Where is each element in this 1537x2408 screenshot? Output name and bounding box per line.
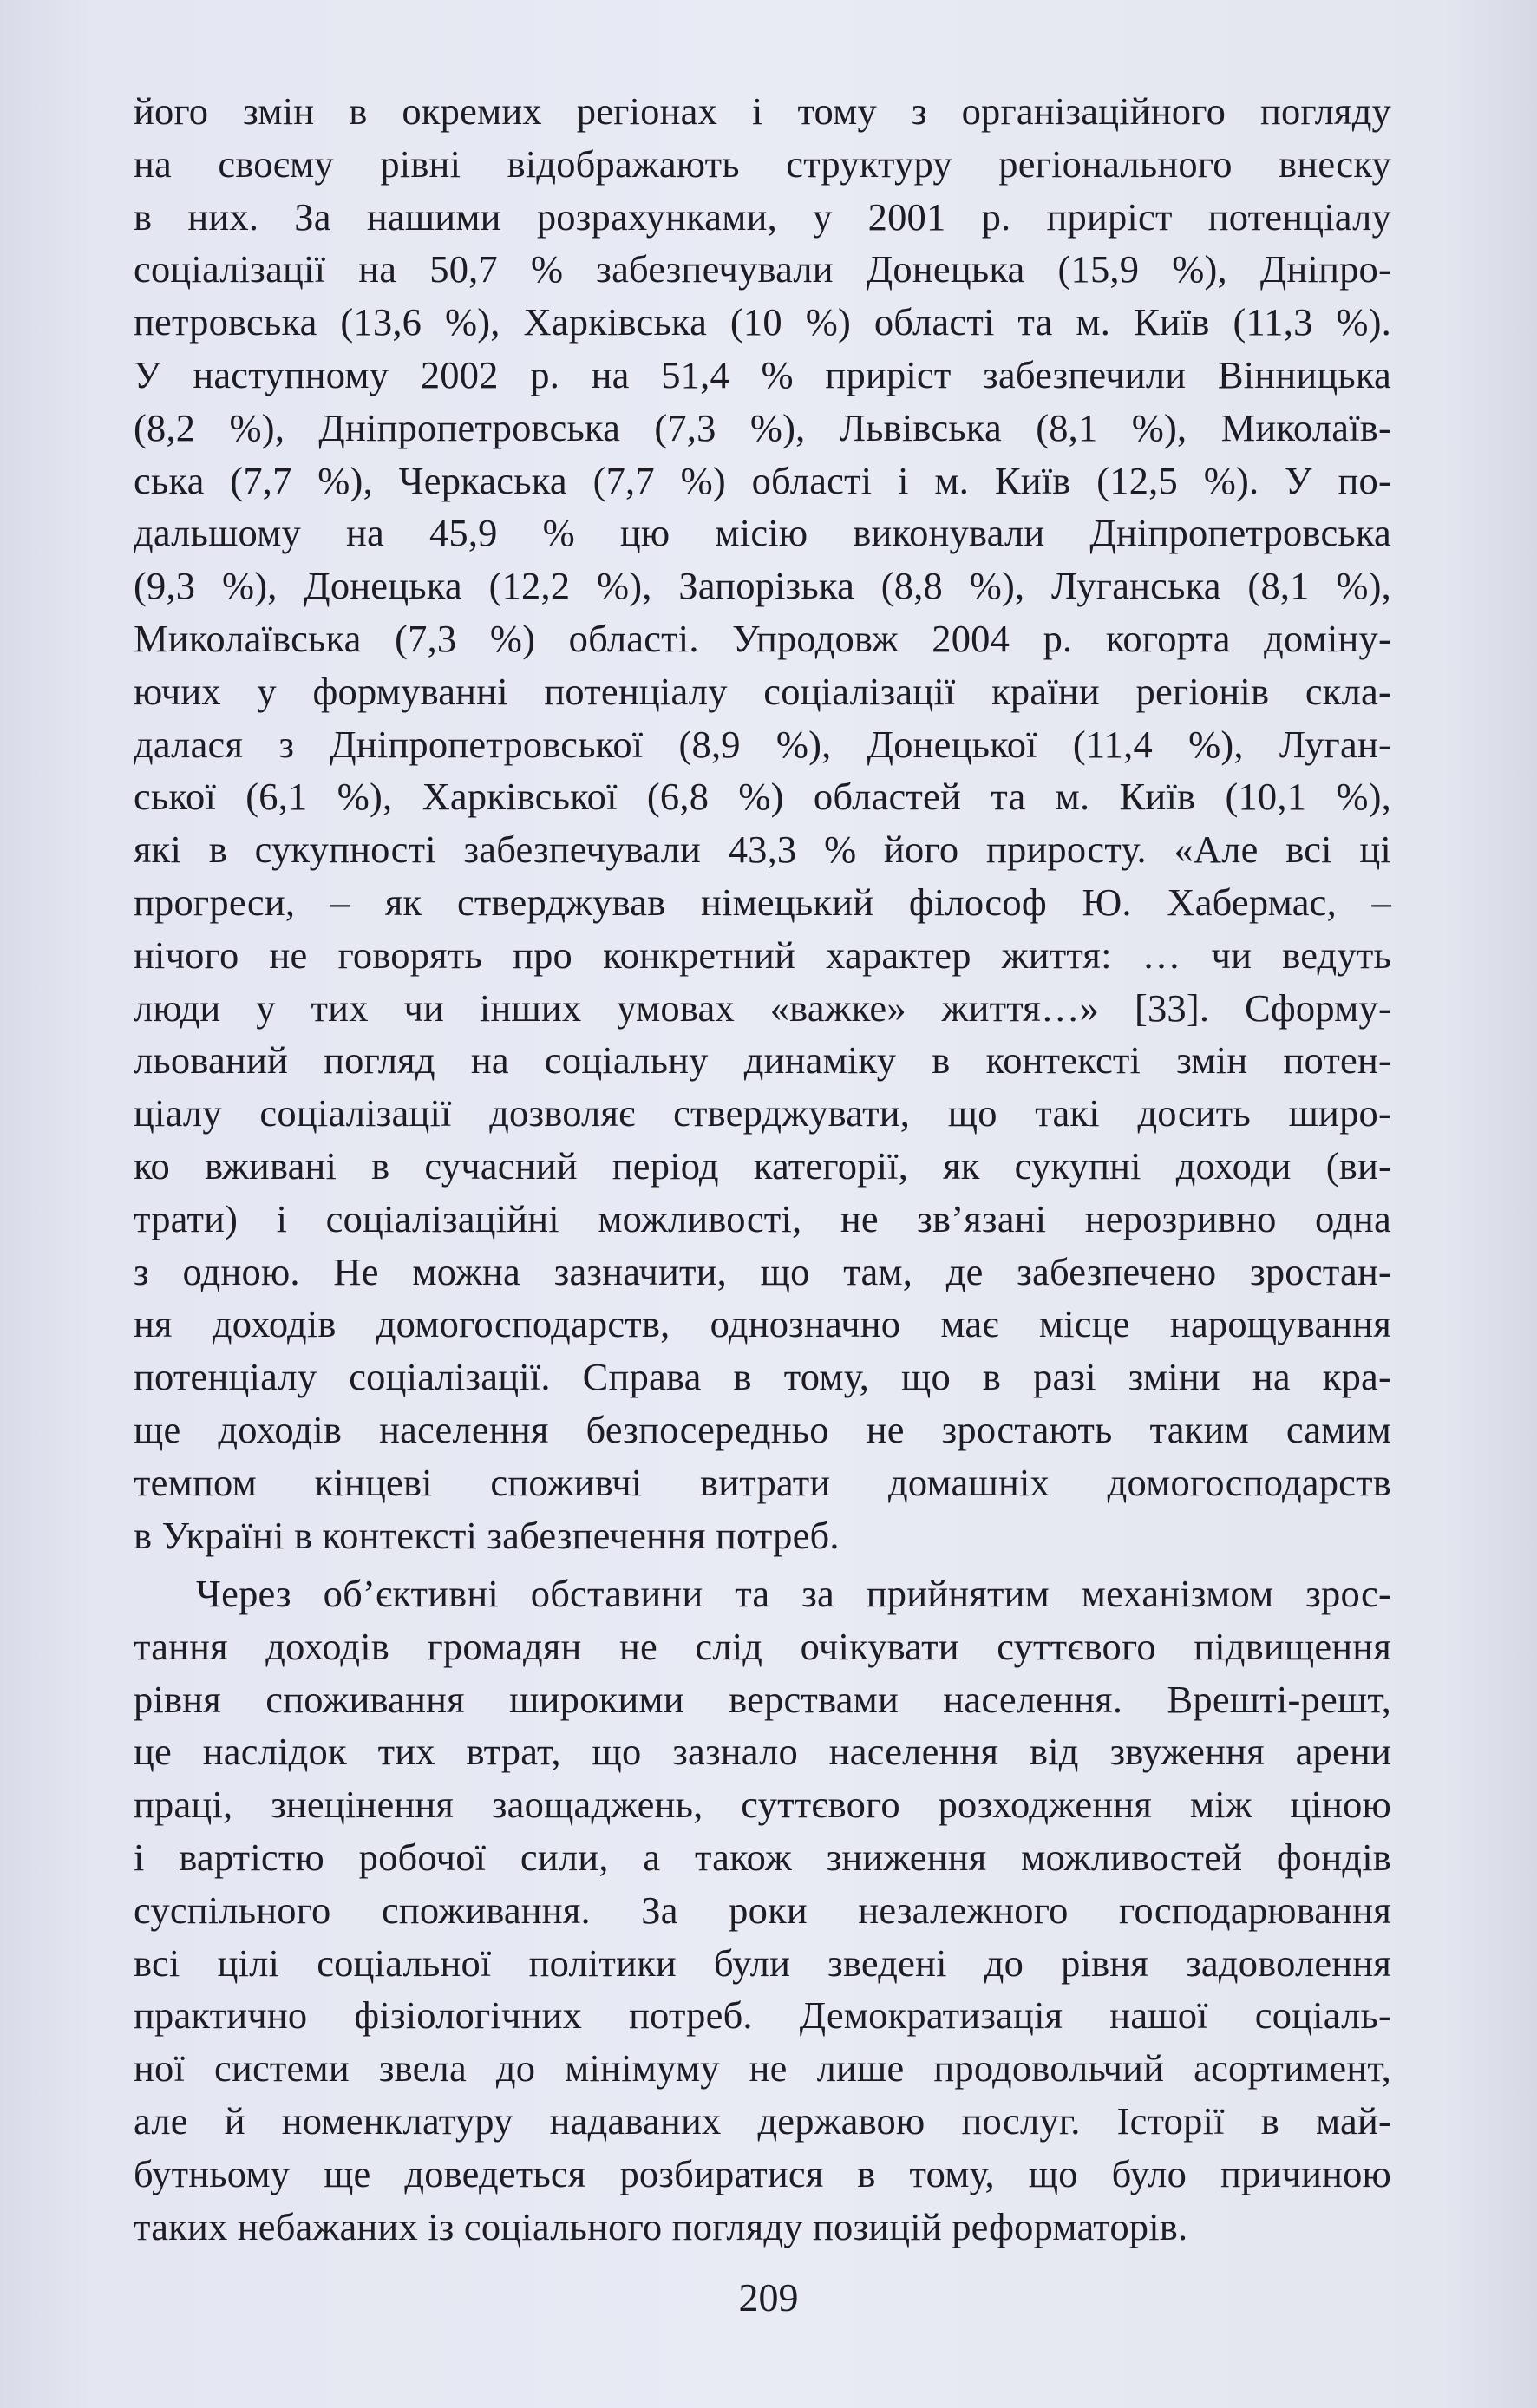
paragraph-2 <box>134 1567 1391 2253</box>
text-line: ня доходів домогосподарств, однозначно має місце нарощування <box>134 1302 1391 1346</box>
text-line: ціалу соціалізації дозволяє стверджувати, що такі досить широ- <box>134 1091 1391 1135</box>
text-line: ючих у формуванні потенціалу соціалізації країни регіонів скла- <box>134 669 1391 713</box>
text-line: дальшому на 45,9 % цю місію виконували Дніпропетровська <box>134 511 1391 555</box>
text-line: нічого не говорять про конкретний характер життя: … чи ведуть <box>134 932 1391 977</box>
text-line: рівня споживання широкими верствами населення. Врешті-решт, <box>134 1677 1391 1721</box>
text-line: на своєму рівні відображають структуру регіонального внеску <box>134 141 1391 186</box>
text-line: далася з Дніпропетровської (8,9 %), Донецької (11,4 %), Луган- <box>134 722 1391 766</box>
text-line: суспільного споживання. За роки незалежного господарювання <box>134 1888 1391 1932</box>
text-line: льований погляд на соціальну динаміку в контексті змін потен- <box>134 1038 1391 1083</box>
text-line: з одною. Не можна зазначити, що там, де забезпечено зростан- <box>134 1249 1391 1293</box>
text-line: його змін в окремих регіонах і тому з організаційного погляду <box>134 89 1391 133</box>
paragraph-1 <box>134 85 1391 1561</box>
text-line: трати) і соціалізаційні можливості, не зв’язані нерозривно одна <box>134 1196 1391 1240</box>
page-number: 209 <box>738 2275 799 2320</box>
text-line: ще доходів населення безпосередньо не зростають таким самим <box>134 1407 1391 1451</box>
text-line: (9,3 %), Донецька (12,2 %), Запорізька (8,8 %), Луганська (8,1 %), <box>134 564 1391 608</box>
text-line: ська (7,7 %), Черкаська (7,7 %) області і м. Київ (12,5 %). У по- <box>134 458 1391 502</box>
text-line: практично фізіологічних потреб. Демократизація нашої соціаль- <box>134 1993 1391 2038</box>
text-line: таких небажаних із соціального погляду позицій реформаторів. <box>134 2204 1188 2248</box>
text-line: прогреси, – як стверджував німецький філософ Ю. Хабермас, – <box>134 880 1391 924</box>
text-line: бутньому ще доведеться розбиратися в тому, що було причиною <box>134 2151 1391 2195</box>
text-line: У наступному 2002 р. на 51,4 % приріст забезпечили Вінницька <box>134 352 1391 396</box>
text-line: темпом кінцеві споживчі витрати домашніх домогосподарств <box>134 1460 1391 1504</box>
text-line: тання доходів громадян не слід очікувати суттєвого підвищення <box>134 1624 1391 1668</box>
text-line: ко вживані в сучасний період категорії, як сукупні доходи (ви- <box>134 1143 1391 1188</box>
text-line: люди у тих чи інших умовах «важке» життя…» [33]. Сформу- <box>134 985 1391 1030</box>
text-line: соціалізації на 50,7 % забезпечували Донецька (15,9 %), Дніпро- <box>134 247 1391 291</box>
text-line: (8,2 %), Дніпропетровська (7,3 %), Львівська (8,1 %), Миколаїв- <box>134 405 1391 449</box>
text-line: в них. За нашими розрахунками, у 2001 р. приріст потенціалу <box>134 194 1391 239</box>
text-line: які в сукупності забезпечували 43,3 % його приросту. «Але всі ці <box>134 828 1391 872</box>
text-line: ної системи звела до мінімуму не лише продовольчий асортимент, <box>134 2046 1391 2091</box>
text-line: це наслідок тих втрат, що зазнало населення від звуження арени <box>134 1730 1391 1774</box>
text-line: в Україні в контексті забезпечення потреб. <box>134 1513 840 1557</box>
text-line: Через об’єктивні обставини та за прийнятим механізмом зрос- <box>196 1572 1391 1615</box>
text-line: всі цілі соціальної політики були зведені до рівня задоволення <box>134 1940 1391 1985</box>
text-line: праці, знецінення заощаджень, суттєвого розходження між ціною <box>134 1783 1391 1827</box>
text-line: петровська (13,6 %), Харківська (10 %) області та м. Київ (11,3 %). <box>134 300 1391 344</box>
text-line: але й номенклатуру надаваних державою послуг. Історії в май- <box>134 2098 1391 2143</box>
text-line: і вартістю робочої сили, а також зниження можливостей фондів <box>134 1835 1391 1879</box>
text-line: ської (6,1 %), Харківської (6,8 %) областей та м. Київ (10,1 %), <box>134 775 1391 819</box>
text-line: Миколаївська (7,3 %) області. Упродовж 2004 р. когорта доміну- <box>134 616 1391 660</box>
text-line: потенціалу соціалізації. Справа в тому, що в разі зміни на кра- <box>134 1355 1391 1399</box>
